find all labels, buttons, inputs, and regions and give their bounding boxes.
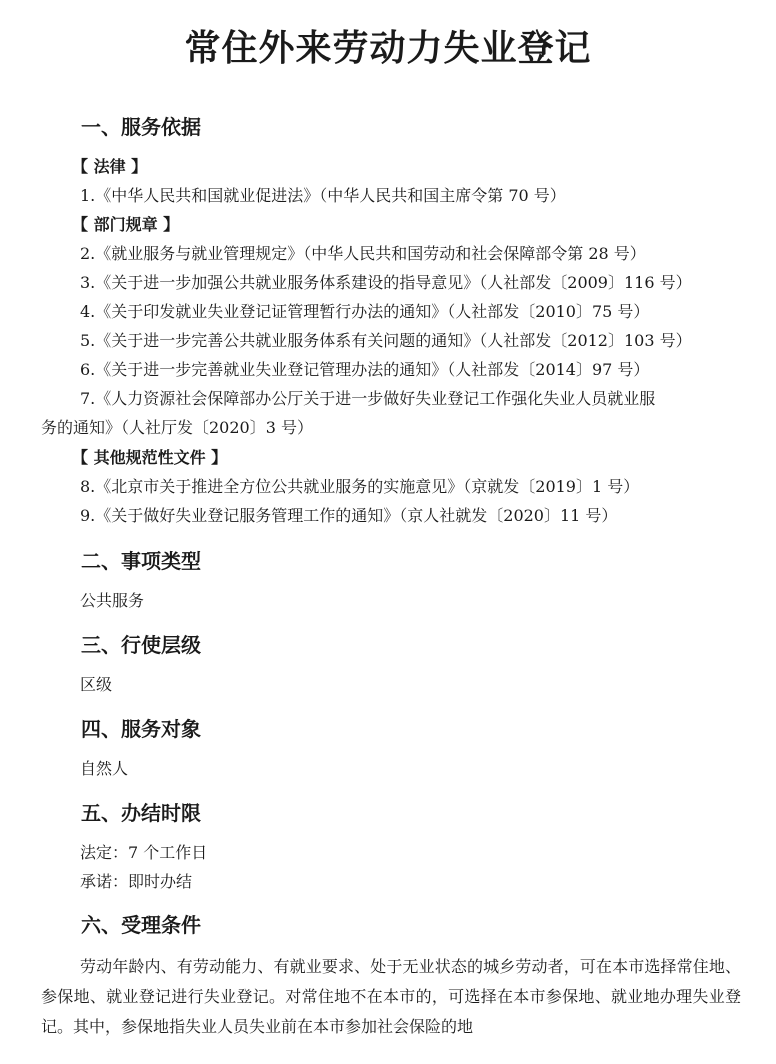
basis-item-8: 8.《北京市关于推进全方位公共就业服务的实施意见》（京就发〔2019〕1 号）: [80, 477, 640, 496]
target-value: 自然人: [80, 759, 129, 778]
conditions-paragraph: 劳动年龄内、有劳动能力、有就业要求、处于无业状态的城乡劳动者，可在本市选择常住地、参保地、就业登记进行失业登记。对常住地不在本市的，可选择在本市参保地、就业地办理失业登记。其中，参保地指失业人员失业前在本市参加社会保险的地: [41, 957, 741, 1036]
category-law-label: 【 法律 】: [72, 157, 148, 176]
category-other-label: 【 其他规范性文件 】: [72, 448, 228, 467]
basis-item-7: 7.《人力资源社会保障部办公厅关于进一步做好失业登记工作强化失业人员就业服: [80, 389, 656, 408]
section-heading-conditions: 六、受理条件: [81, 913, 201, 937]
level-value: 区级: [80, 675, 113, 694]
basis-item-1: 1.《中华人民共和国就业促进法》（中华人民共和国主席令第 70 号）: [80, 186, 566, 205]
type-value: 公共服务: [80, 591, 145, 610]
category-rules-label: 【 部门规章 】: [72, 215, 180, 234]
basis-item-5: 5.《关于进一步完善公共就业服务体系有关问题的通知》（人社部发〔2012〕103 号）: [80, 331, 692, 350]
section-heading-target: 四、服务对象: [81, 717, 201, 741]
document-title: 常住外来劳动力失业登记: [184, 27, 592, 69]
basis-item-7-continued: 务的通知》（人社厅发〔2020〕3 号）: [41, 418, 313, 437]
time-limit-legal: 法定：7 个工作日: [80, 843, 208, 862]
basis-item-6: 6.《关于进一步完善就业失业登记管理办法的通知》（人社部发〔2014〕97 号）: [80, 360, 650, 379]
basis-item-4: 4.《关于印发就业失业登记证管理暂行办法的通知》（人社部发〔2010〕75 号）: [80, 302, 650, 321]
section-heading-time-limit: 五、办结时限: [81, 801, 201, 825]
section-heading-level: 三、行使层级: [81, 633, 201, 657]
basis-item-3: 3.《关于进一步加强公共就业服务体系建设的指导意见》（人社部发〔2009〕116 号）: [80, 273, 692, 292]
section-heading-basis: 一、服务依据: [81, 115, 201, 139]
basis-item-9: 9.《关于做好失业登记服务管理工作的通知》（京人社就发〔2020〕11 号）: [80, 506, 618, 525]
basis-item-2: 2.《就业服务与就业管理规定》（中华人民共和国劳动和社会保障部令第 28 号）: [80, 244, 646, 263]
time-limit-promise: 承诺：即时办结: [80, 872, 193, 891]
section-heading-type: 二、事项类型: [81, 549, 201, 573]
